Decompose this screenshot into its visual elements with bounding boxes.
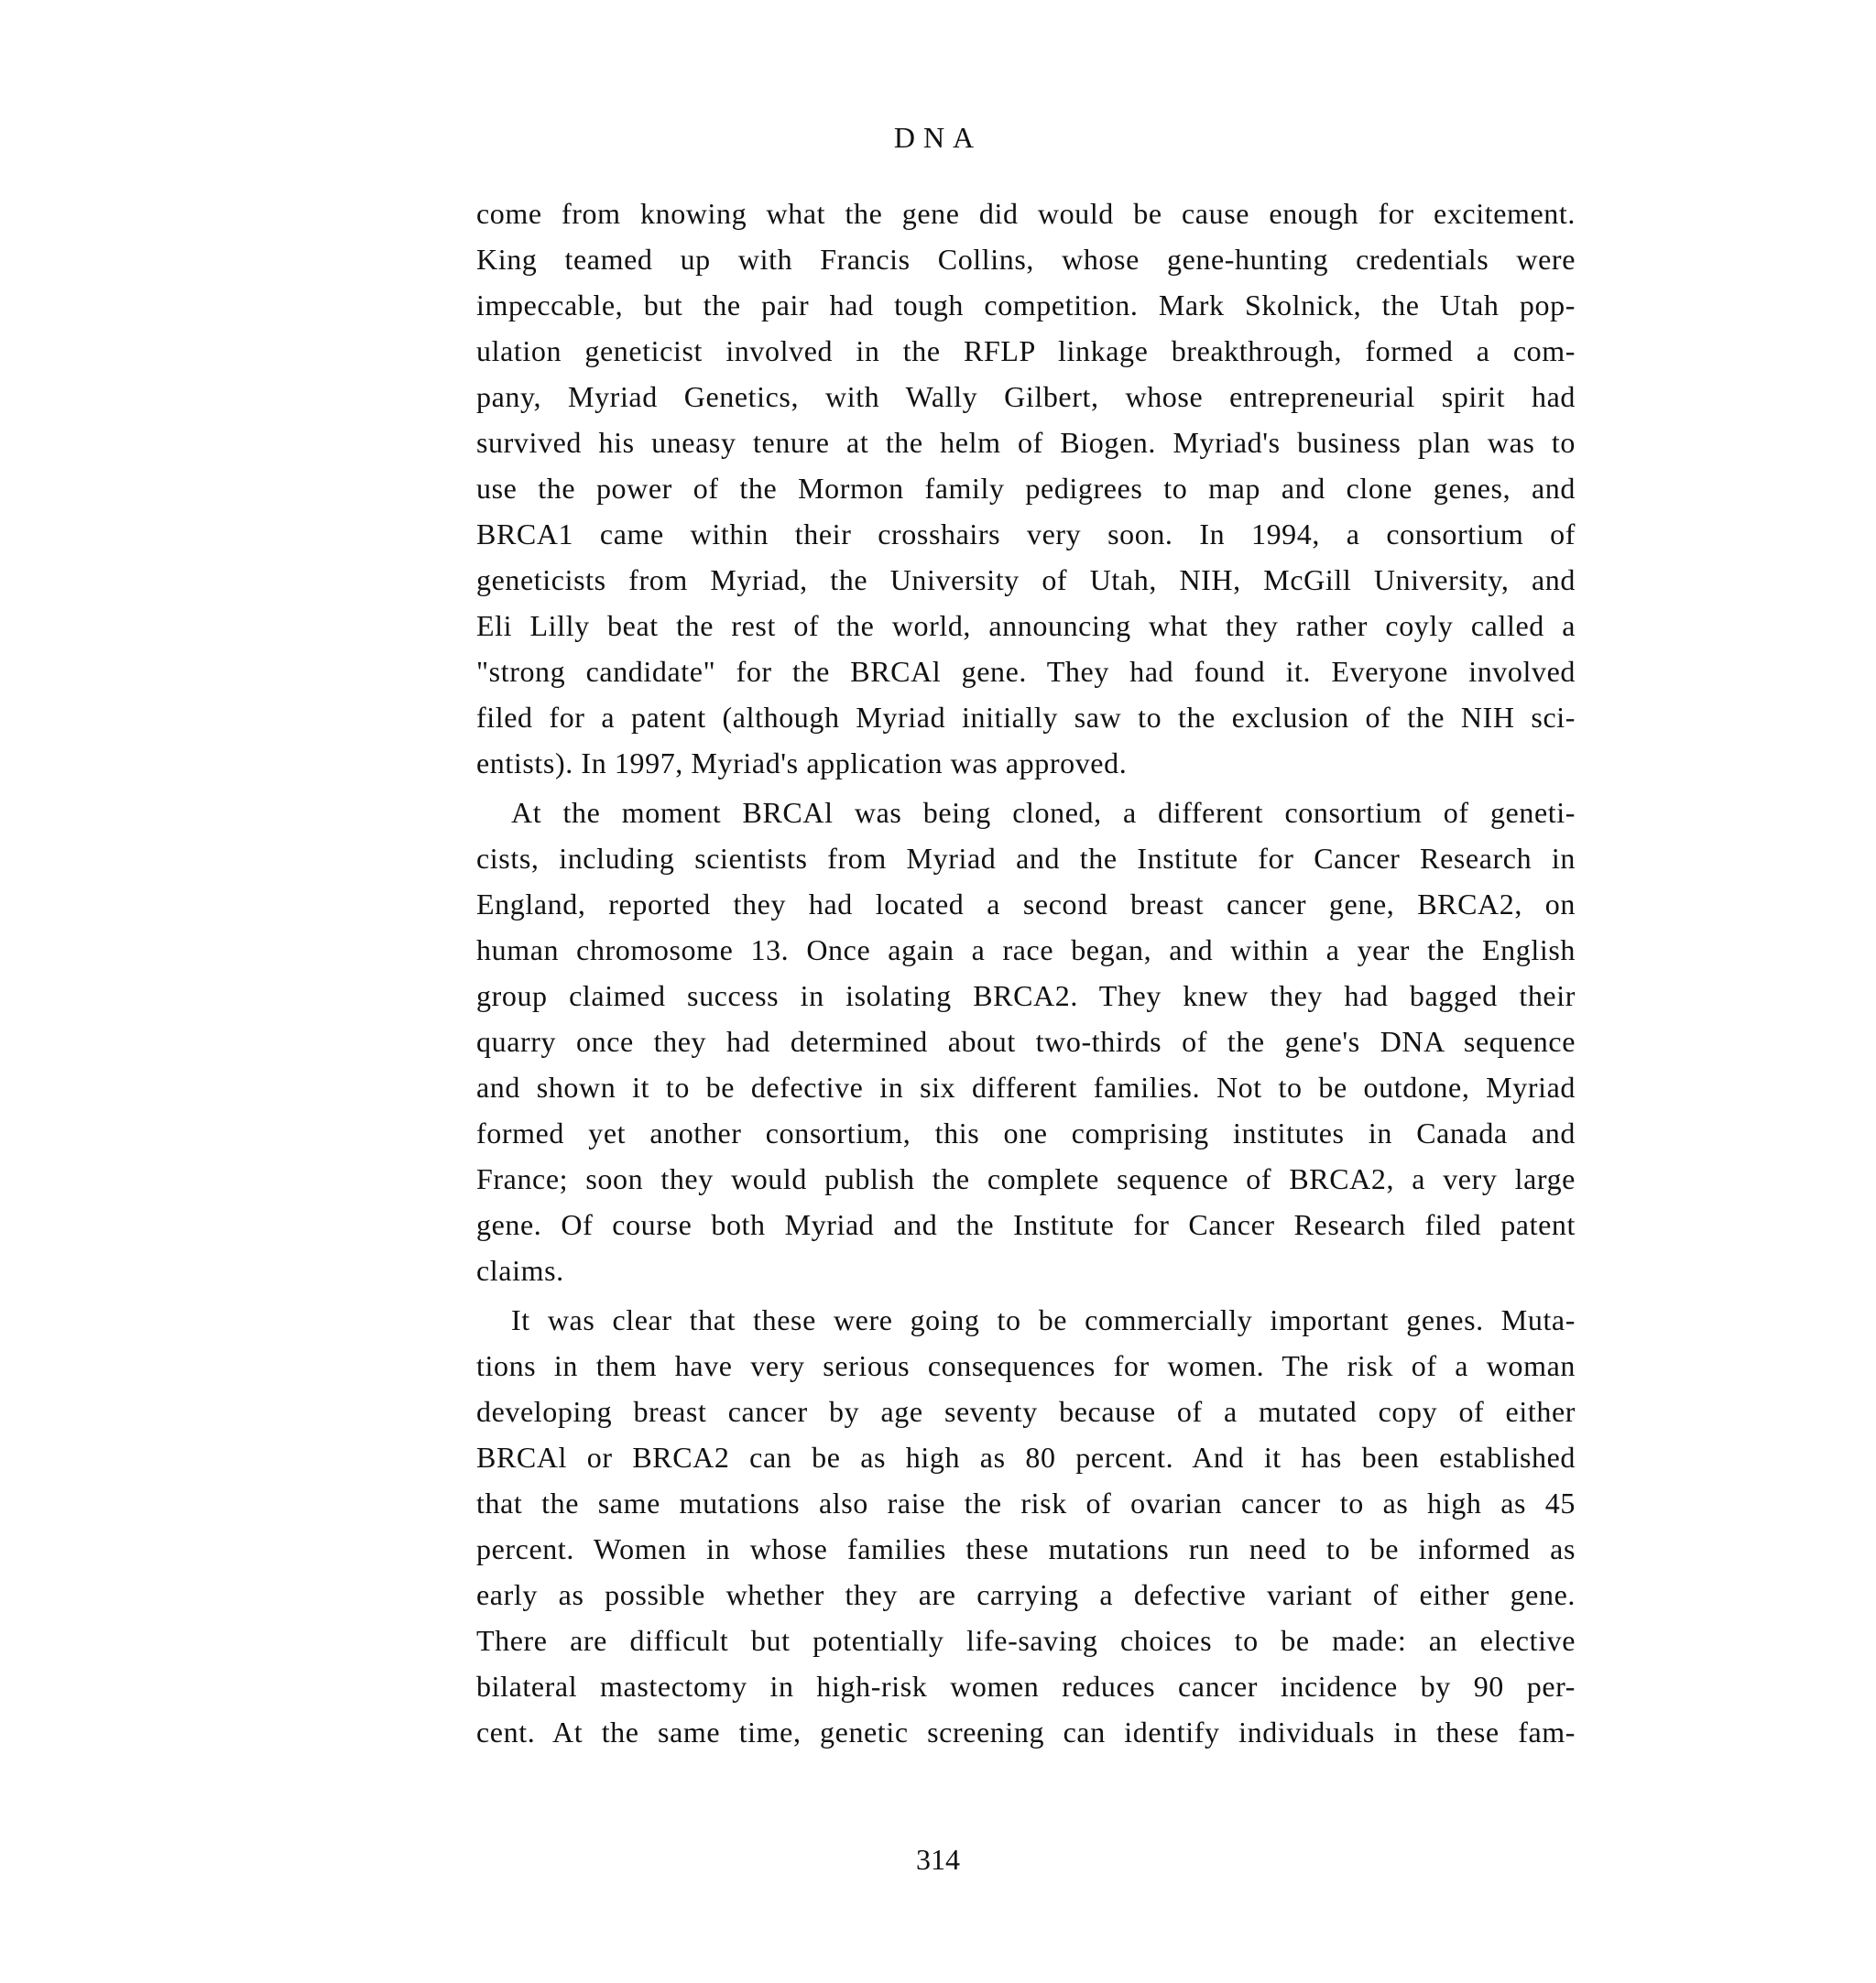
page-number: 314 [916,1843,960,1876]
text-line: formed yet another consortium, this one comprising institutes in Canada and [476,1117,1576,1149]
text-line: France; soon they would publish the complete sequence of BRCA2, a very large [476,1162,1576,1195]
text-line: tions in them have very serious consequences for women. The risk of a woman [476,1349,1576,1382]
text-line: come from knowing what the gene did would be cause enough for excitement. [476,197,1576,230]
text-line: geneticists from Myriad, the University of Utah, NIH, McGill University, and [476,563,1576,596]
text-line: BRCA1 came within their crosshairs very soon. In 1994, a consortium of [476,518,1576,550]
text-line: entists). In 1997, Myriad's application was approved. [476,746,1128,779]
text-line: ulation geneticist involved in the RFLP linkage breakthrough, formed a com- [476,334,1576,367]
text-line: and shown it to be defective in six different families. Not to be outdone, Myriad [476,1071,1576,1104]
text-line: that the same mutations also raise the risk of ovarian cancer to as high as 45 [476,1487,1576,1520]
text-line: Eli Lilly beat the rest of the world, announcing what they rather coyly called a [476,609,1576,642]
text-line: King teamed up with Francis Collins, whose gene-hunting credentials were [476,243,1576,276]
text-line: There are difficult but potentially life-saving choices to be made: an elective [476,1624,1576,1657]
text-line: survived his uneasy tenure at the helm of Biogen. Myriad's business plan was to [476,426,1576,459]
text-line: cists, including scientists from Myriad and the Institute for Cancer Research in [476,842,1576,875]
text-line: human chromosome 13. Once again a race began, and within a year the English [476,933,1576,966]
body-text [476,191,1576,1759]
paragraph-2 [476,790,1576,1293]
paragraph-3 [476,1297,1576,1755]
text-line: BRCAl or BRCA2 can be as high as 80 percent. And it has been established [476,1441,1576,1474]
text-line: percent. Women in whose families these mutations run need to be informed as [476,1532,1576,1565]
text-line: use the power of the Mormon family pedigrees to map and clone genes, and [476,472,1576,505]
running-head: DNA [893,121,983,154]
text-line: gene. Of course both Myriad and the Institute for Cancer Research filed patent [476,1208,1576,1241]
text-line: early as possible whether they are carrying a defective variant of either gene. [476,1578,1576,1611]
text-line: It was clear that these were going to be commercially important genes. Muta- [511,1303,1576,1336]
text-line: group claimed success in isolating BRCA2. They knew they had bagged their [476,979,1576,1012]
text-line: cent. At the same time, genetic screening can identify individuals in these fam- [476,1716,1576,1749]
paragraph-1 [476,191,1576,786]
text-line: "strong candidate" for the BRCAl gene. They had found it. Everyone involved [476,655,1576,688]
text-line: developing breast cancer by age seventy because of a mutated copy of either [476,1395,1576,1428]
text-line: claims. [476,1254,564,1287]
text-line: At the moment BRCAl was being cloned, a different consortium of geneti- [511,796,1576,829]
text-line: filed for a patent (although Myriad initially saw to the exclusion of the NIH sci- [476,701,1576,734]
text-line: impeccable, but the pair had tough competition. Mark Skolnick, the Utah pop- [476,289,1576,321]
text-line: pany, Myriad Genetics, with Wally Gilbert, whose entrepreneurial spirit had [476,380,1576,413]
text-line: quarry once they had determined about two-thirds of the gene's DNA sequence [476,1025,1576,1058]
text-line: bilateral mastectomy in high-risk women reduces cancer incidence by 90 per- [476,1670,1576,1703]
text-line: England, reported they had located a second breast cancer gene, BRCA2, on [476,888,1576,921]
